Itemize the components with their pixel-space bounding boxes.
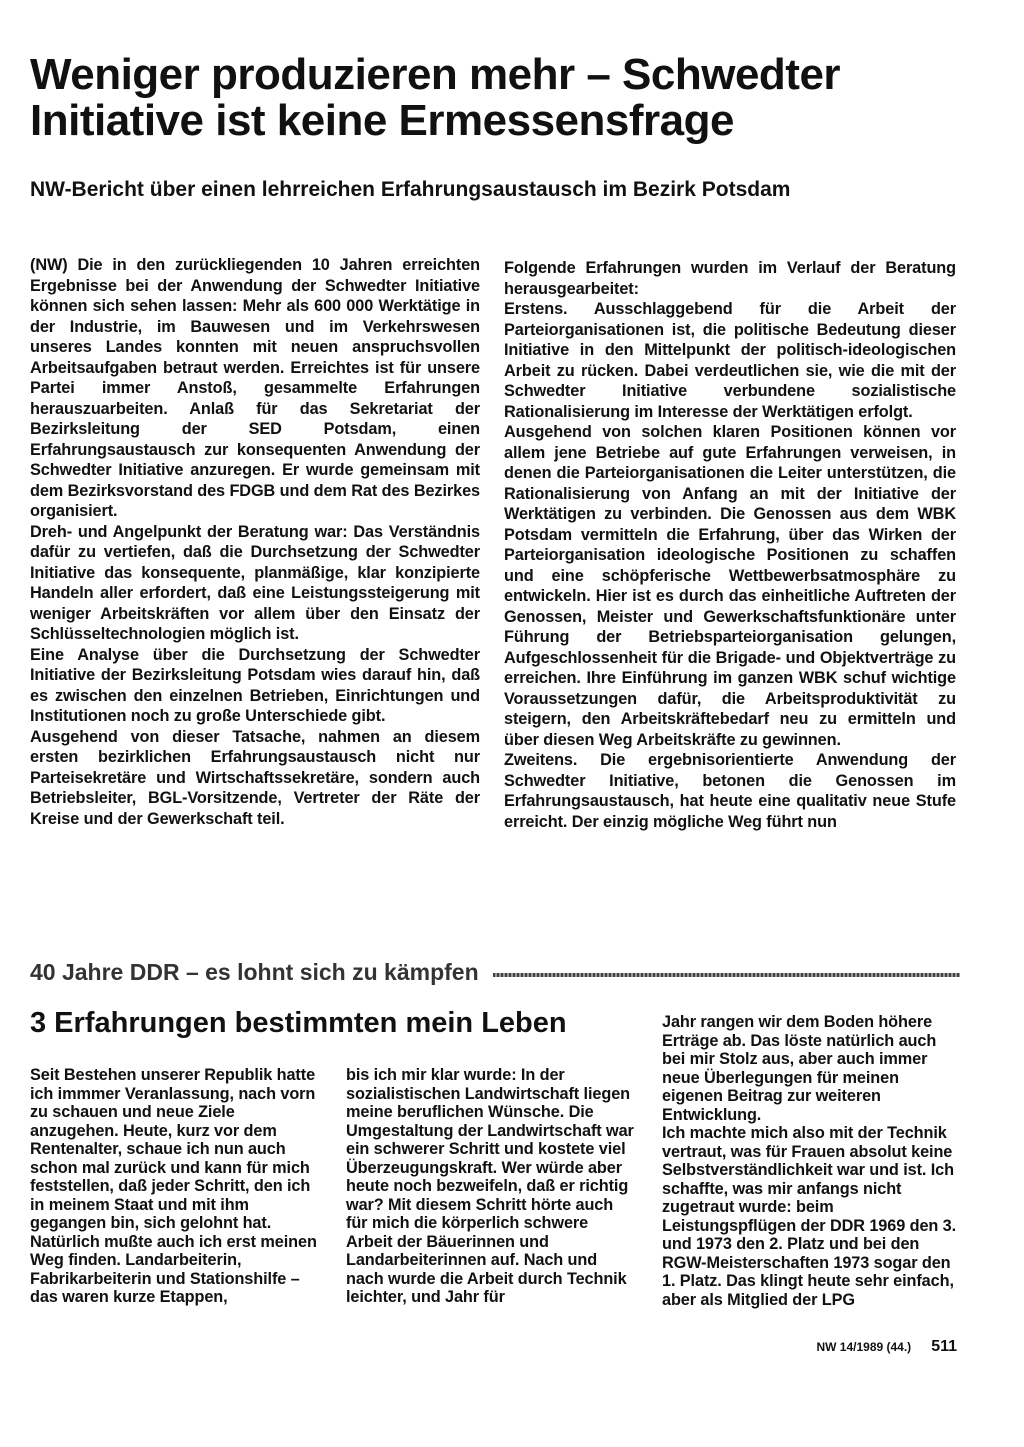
article2-column-1	[30, 1066, 322, 1307]
paragraph	[504, 299, 956, 422]
paragraph-text: Die in den zurückliegenden 10 Jahren erreichten Ergebnisse bei der Anwendung der Schwedter Initiative können sich sehen lassen: Mehr als 600 000 Werktätige in der Industrie, im Bauwesen und im Verkehrswesen unseres Landes konnten mit neuen anspruchsvollen Arbeitsaufgaben betraut werden. Erreichtes ist für unsere Partei immer Anstoß, gesammelte Erfahrungen herauszuarbeiten. Anlaß für das Sekretariat der Bezirksleitung der SED Potsdam, einen Erfahrungsaustausch zur konsequenten Anwendung der Schwedter Initiative anzuregen. Er wurde gemeinsam mit dem Bezirksvorstand des FDGB und dem Rat des Bezirkes organisiert.	[30, 256, 480, 520]
paragraph-text: Ausschlaggebend für die Arbeit der Parteiorganisationen ist, die politische Bedeutung dieser Initiative in den Mittelpunkt der politisch-ideologischen Arbeit zu rücken. Dabei verdeutlichen sie, wie die mit der Schwedter Initiative verbundene sozialistische Rationalisierung im Interesse der Werktätigen erfolgt.	[504, 300, 956, 421]
page-number: 511	[931, 1338, 957, 1355]
article2-column-2	[346, 1066, 638, 1307]
paragraph: Dreh- und Angelpunkt der Beratung war: Das Verständnis dafür zu vertiefen, daß die Durchsetzung der Schwedter Initiative das konsequente, planmäßige, klar konzipierte Handeln aller erfordert, daß eine Leistungssteigerung mit weniger Arbeitskräften vor allem über den Einsatz der Schlüsseltechnologien möglich ist.	[30, 522, 480, 643]
paragraph: Natürlich mußte auch ich erst meinen Weg finden. Landarbeiterin, Fabrikarbeiterin und Stationshilfe – das waren kurze Etappen,	[30, 1232, 317, 1306]
paragraph: Folgende Erfahrungen wurden im Verlauf der Beratung herausgearbeitet:	[504, 259, 956, 298]
headline-line-2: Initiative ist keine Ermessensfrage	[30, 96, 734, 145]
article2-column-3	[662, 1013, 958, 1309]
issue-reference: NW 14/1989 (44.)	[816, 1340, 912, 1354]
list-marker-second: Zweitens.	[504, 751, 578, 769]
banner-rule	[493, 973, 960, 977]
dateline-label: (NW)	[30, 256, 68, 274]
paragraph: Seit Bestehen unserer Republik hatte ich immmer Veranlassung, nach vorn zu schauen und neue Ziele anzugehen. Heute, kurz vor dem Rentenalter, schaue ich nun auch schon mal zurück und kann für mich feststellen, daß jeder Schritt, den ich in meinem Staat und mit ihm gegangen bin, sich gelohnt hat.	[30, 1066, 316, 1232]
paragraph: Ausgehend von solchen klaren Positionen können vor allem jene Betriebe auf gute Erfahrungen verweisen, in denen die Parteiorganisationen die Leiter unterstützen, die Rationalisierung von Anfang an mit der Initiative der Werktätigen zu verbinden. Die Genossen aus dem WBK Potsdam vermitteln die Erfahrung, über das Wirken der Parteiorganisation ideologische Positionen zu schaffen und eine schöpferische Wettbewerbsatmosphäre zu entwickeln. Hier ist es durch das einheitliche Auftreten der Genossen, Meister und Gewerkschaftsfunktionäre unter Führung der Betriebsparteiorganisation gelungen, Aufgeschlossenheit für die Brigade- und Objektverträge zu erreichen. Ihre Einführung im ganzen WBK schuf wichtige Voraussetzungen dafür, die Arbeitsproduktivität zu steigern, den Arbeitskräftebedarf neu zu ermitteln und über diesen Weg Arbeitskräfte zu gewinnen.	[504, 423, 956, 749]
paragraph: Jahr rangen wir dem Boden höhere Erträge ab. Das löste natürlich auch bei mir Stolz aus, aber auch immer neue Überlegungen für meinen eigenen Beitrag zur weiteren Entwicklung.	[662, 1013, 937, 1124]
paragraph: Eine Analyse über die Durchsetzung der Schwedter Initiative der Bezirksleitung Potsdam wies darauf hin, daß es zwischen den einzelnen Betrieben, Einrichtungen und Institutionen noch zu große Unterschiede gibt.	[30, 645, 480, 725]
paragraph	[504, 750, 956, 832]
paragraph: bis ich mir klar wurde: In der sozialistischen Landwirtschaft liegen meine beruflichen Wünsche. Die Umgestaltung der Landwirtschaft war ein schwerer Schritt und kostete viel Überzeugungskraft. Wer würde aber heute noch bezweifeln, daß er richtig war? Mit diesem Schritt hörte auch für mich die körperlich schwere Arbeit der Bäuerinnen und Landarbeiterinnen auf. Nach und nach wurde die Arbeit durch Technik leichter, und Jahr für	[346, 1066, 634, 1306]
headline-line-1: Weniger produzieren mehr – Schwedter	[30, 50, 841, 99]
list-marker-first: Erstens.	[504, 300, 568, 318]
article2-headline: 3 Erfahrungen bestimmten mein Leben	[30, 1007, 567, 1039]
article-headline	[30, 52, 990, 144]
page-footer	[757, 1338, 957, 1360]
article1-column-left	[30, 255, 480, 829]
section-banner	[30, 955, 960, 989]
paragraph	[30, 255, 480, 522]
article-subtitle: NW-Bericht über einen lehrreichen Erfahrungsaustausch im Bezirk Potsdam	[30, 178, 791, 201]
paragraph-text: Die ergebnisorientierte Anwendung der Schwedter Initiative, betonen die Genossen im Erfahrungsaustausch, hat heute eine qualitativ neue Stufe erreicht. Der einzig mögliche Weg führt nun	[504, 751, 956, 831]
article1-column-right	[504, 258, 956, 832]
paragraph: Ich machte mich also mit der Technik vertraut, was für Frauen absolut keine Selbstverständlichkeit war und ist. Ich schaffte, was mir anfangs nicht zugetraut wurde: beim Leistungspflügen der DDR 1969 den 3. und 1973 den 2. Platz und bei den RGW-Meisterschaften 1973 sogar den 1. Platz. Das klingt heute sehr einfach, aber als Mitglied der LPG	[662, 1124, 957, 1309]
banner-text: 40 Jahre DDR – es lohnt sich zu kämpfen	[30, 958, 479, 985]
paragraph: Ausgehend von dieser Tatsache, nahmen an diesem ersten bezirklichen Erfahrungsaustausch nicht nur Parteisekretäre und Wirtschaftssekretäre, sondern auch Betriebsleiter, BGL-Vorsitzende, Vertreter der Räte der Kreise und der Gewerkschaft teil.	[30, 727, 480, 828]
